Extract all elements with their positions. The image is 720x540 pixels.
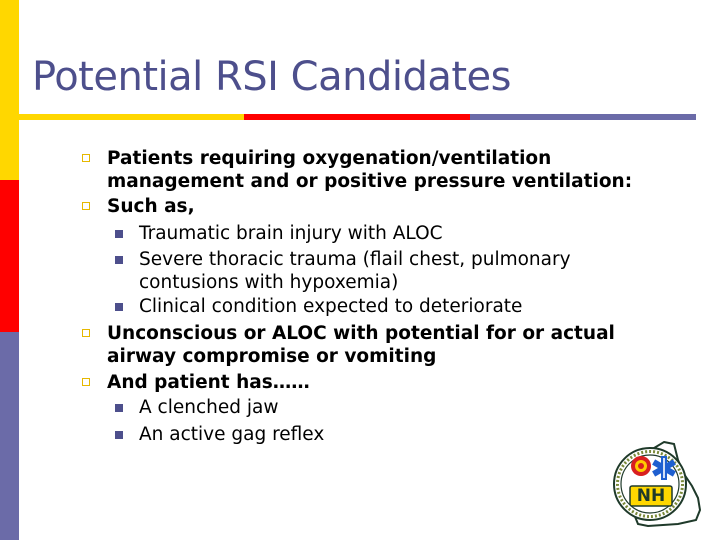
slide-title: Potential RSI Candidates — [32, 54, 511, 100]
sub-bullet-text: A clenched jaw — [139, 397, 279, 418]
sub-bullet-square-icon — [115, 303, 123, 311]
sub-bullet-square-icon — [115, 230, 123, 238]
sub-bullet-square-icon — [115, 431, 123, 439]
sub-bullet-square-icon — [115, 404, 123, 412]
accent-segment-red — [0, 180, 19, 332]
fire-emblem-icon — [631, 456, 651, 476]
bullet-square-icon — [82, 329, 90, 337]
bullet-text: Unconscious or ALOC with potential for or actual — [107, 323, 615, 344]
bullet-text: management and or positive pressure ventilation: — [107, 171, 633, 192]
nh-ems-logo — [608, 440, 704, 528]
sub-bullet-text: Traumatic brain injury with ALOC — [139, 223, 443, 244]
logo-text: NH — [636, 486, 666, 506]
title-rule-yellow — [19, 114, 244, 120]
bullet-text: And patient has…… — [107, 372, 310, 393]
sub-bullet-text: Clinical condition expected to deteriorate — [139, 296, 523, 317]
sub-bullet-text: contusions with hypoxemia) — [139, 272, 399, 293]
bullet-square-icon — [82, 378, 90, 386]
title-rule-purple — [470, 114, 696, 120]
sub-bullet-square-icon — [115, 256, 123, 264]
accent-segment-purple — [0, 332, 19, 540]
bullet-text: Such as, — [107, 196, 195, 217]
bullet-text: Patients requiring oxygenation/ventilation — [107, 148, 552, 169]
bullet-square-icon — [82, 202, 90, 210]
sub-bullet-text: An active gag reflex — [139, 424, 325, 445]
title-rule-red — [244, 114, 470, 120]
bullet-text: airway compromise or vomiting — [107, 346, 437, 367]
accent-segment-yellow — [0, 0, 19, 180]
sub-bullet-text: Severe thoracic trauma (flail chest, pulmonary — [139, 249, 571, 270]
left-accent-bar — [0, 0, 19, 540]
bullet-square-icon — [82, 154, 90, 162]
